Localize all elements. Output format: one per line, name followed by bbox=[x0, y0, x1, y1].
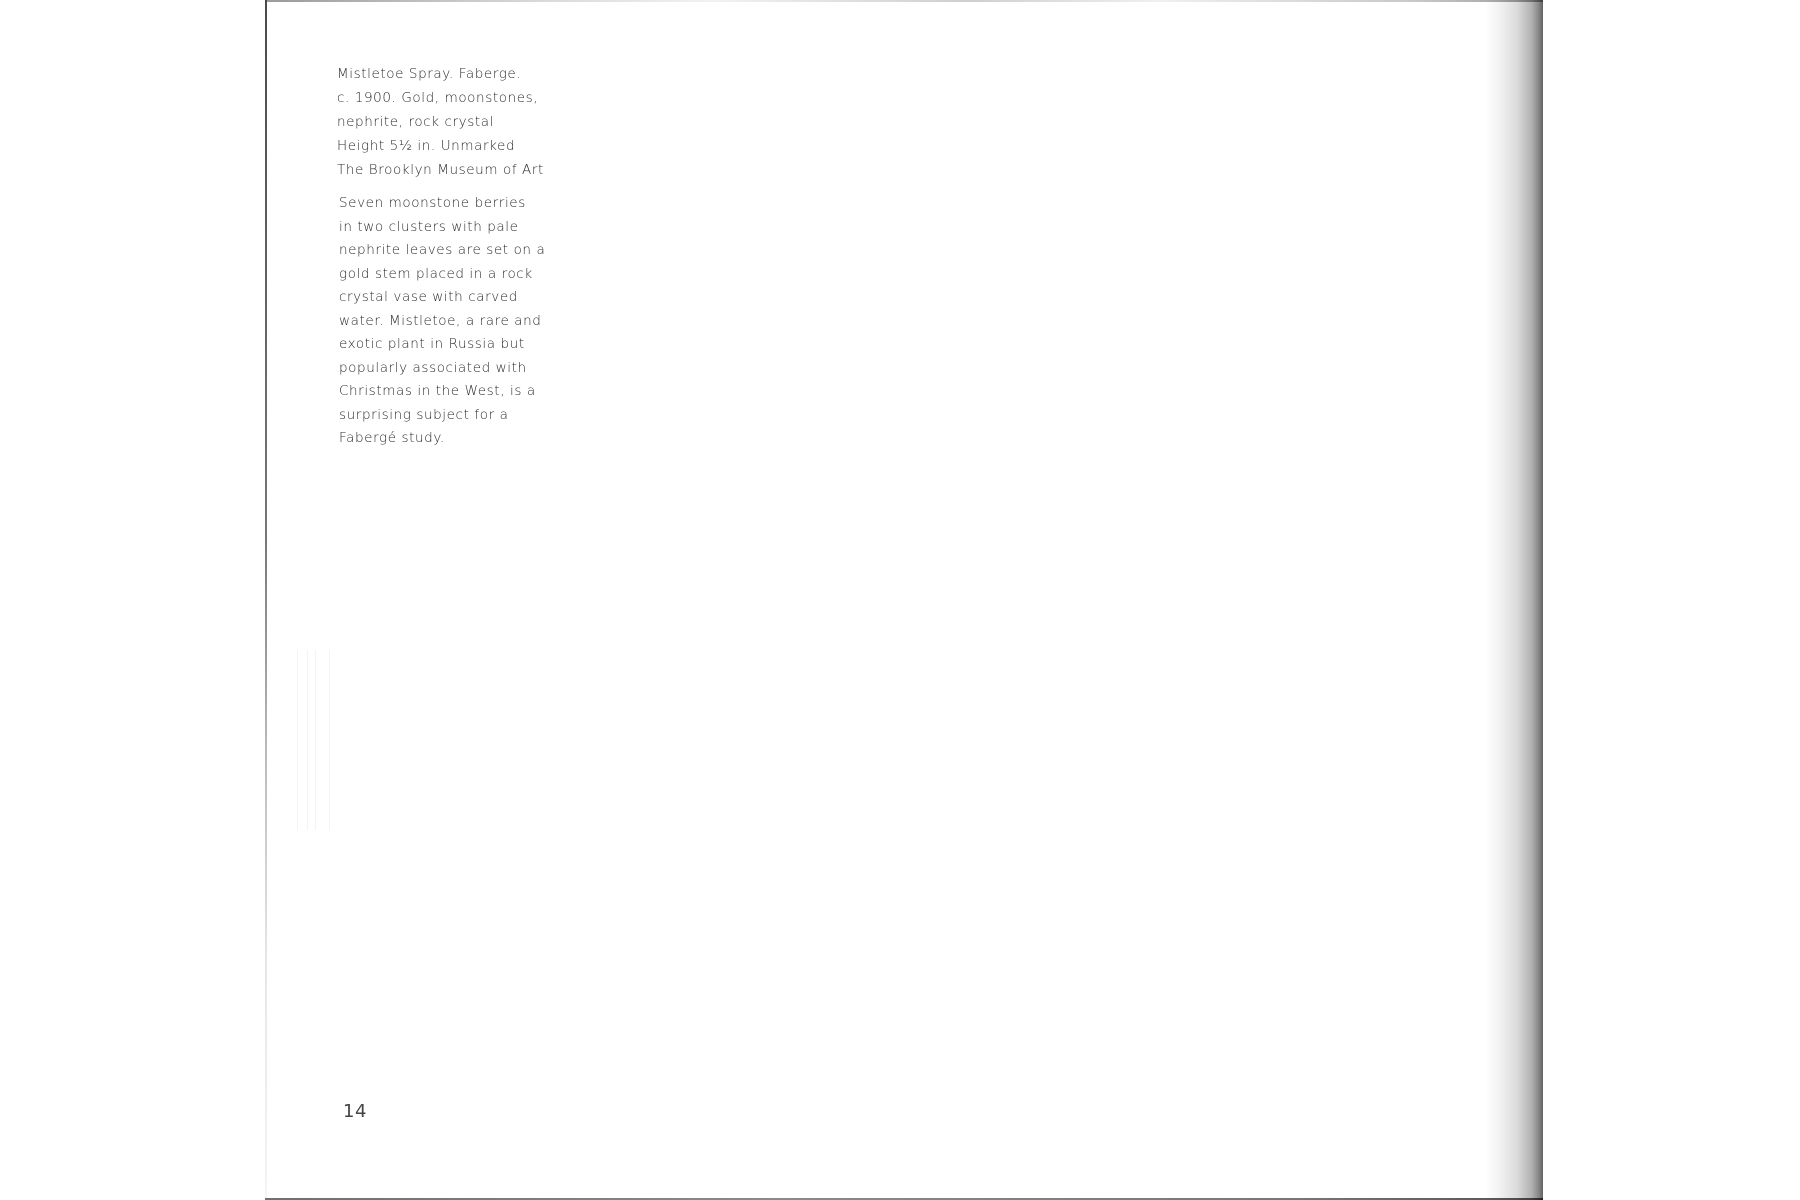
bleed-through-marks bbox=[293, 650, 337, 830]
description-line: nephrite leaves are set on a bbox=[339, 242, 546, 258]
caption-line: The Brooklyn Museum of Art bbox=[337, 162, 544, 178]
description-line: exotic plant in Russia but bbox=[339, 336, 525, 352]
caption-line: nephrite, rock crystal bbox=[337, 114, 495, 130]
description-line: Seven moonstone berries bbox=[339, 195, 526, 211]
page-top-edge bbox=[265, 0, 1543, 2]
caption-line: Mistletoe Spray. Faberge. bbox=[337, 66, 522, 82]
description-line: Christmas in the West, is a bbox=[339, 383, 536, 399]
book-page bbox=[265, 0, 1543, 1200]
caption-line: c. 1900. Gold, moonstones, bbox=[337, 90, 539, 106]
page-number: 14 bbox=[343, 1101, 367, 1122]
page-left-edge bbox=[265, 0, 267, 1200]
description-line: surprising subject for a bbox=[339, 406, 509, 423]
description-line: Fabergé study. bbox=[339, 430, 445, 446]
artwork-description bbox=[339, 192, 589, 451]
description-line: crystal vase with carved bbox=[339, 289, 518, 305]
book-gutter-shadow bbox=[1485, 0, 1543, 1200]
description-line: gold stem placed in a rock bbox=[339, 265, 533, 282]
description-line: water. Mistletoe, a rare and bbox=[339, 312, 542, 329]
caption-line: Height 5½ in. Unmarked bbox=[337, 138, 516, 154]
artwork-caption bbox=[337, 62, 587, 182]
description-line: in two clusters with pale bbox=[339, 218, 519, 235]
description-line: popularly associated with bbox=[339, 359, 527, 376]
